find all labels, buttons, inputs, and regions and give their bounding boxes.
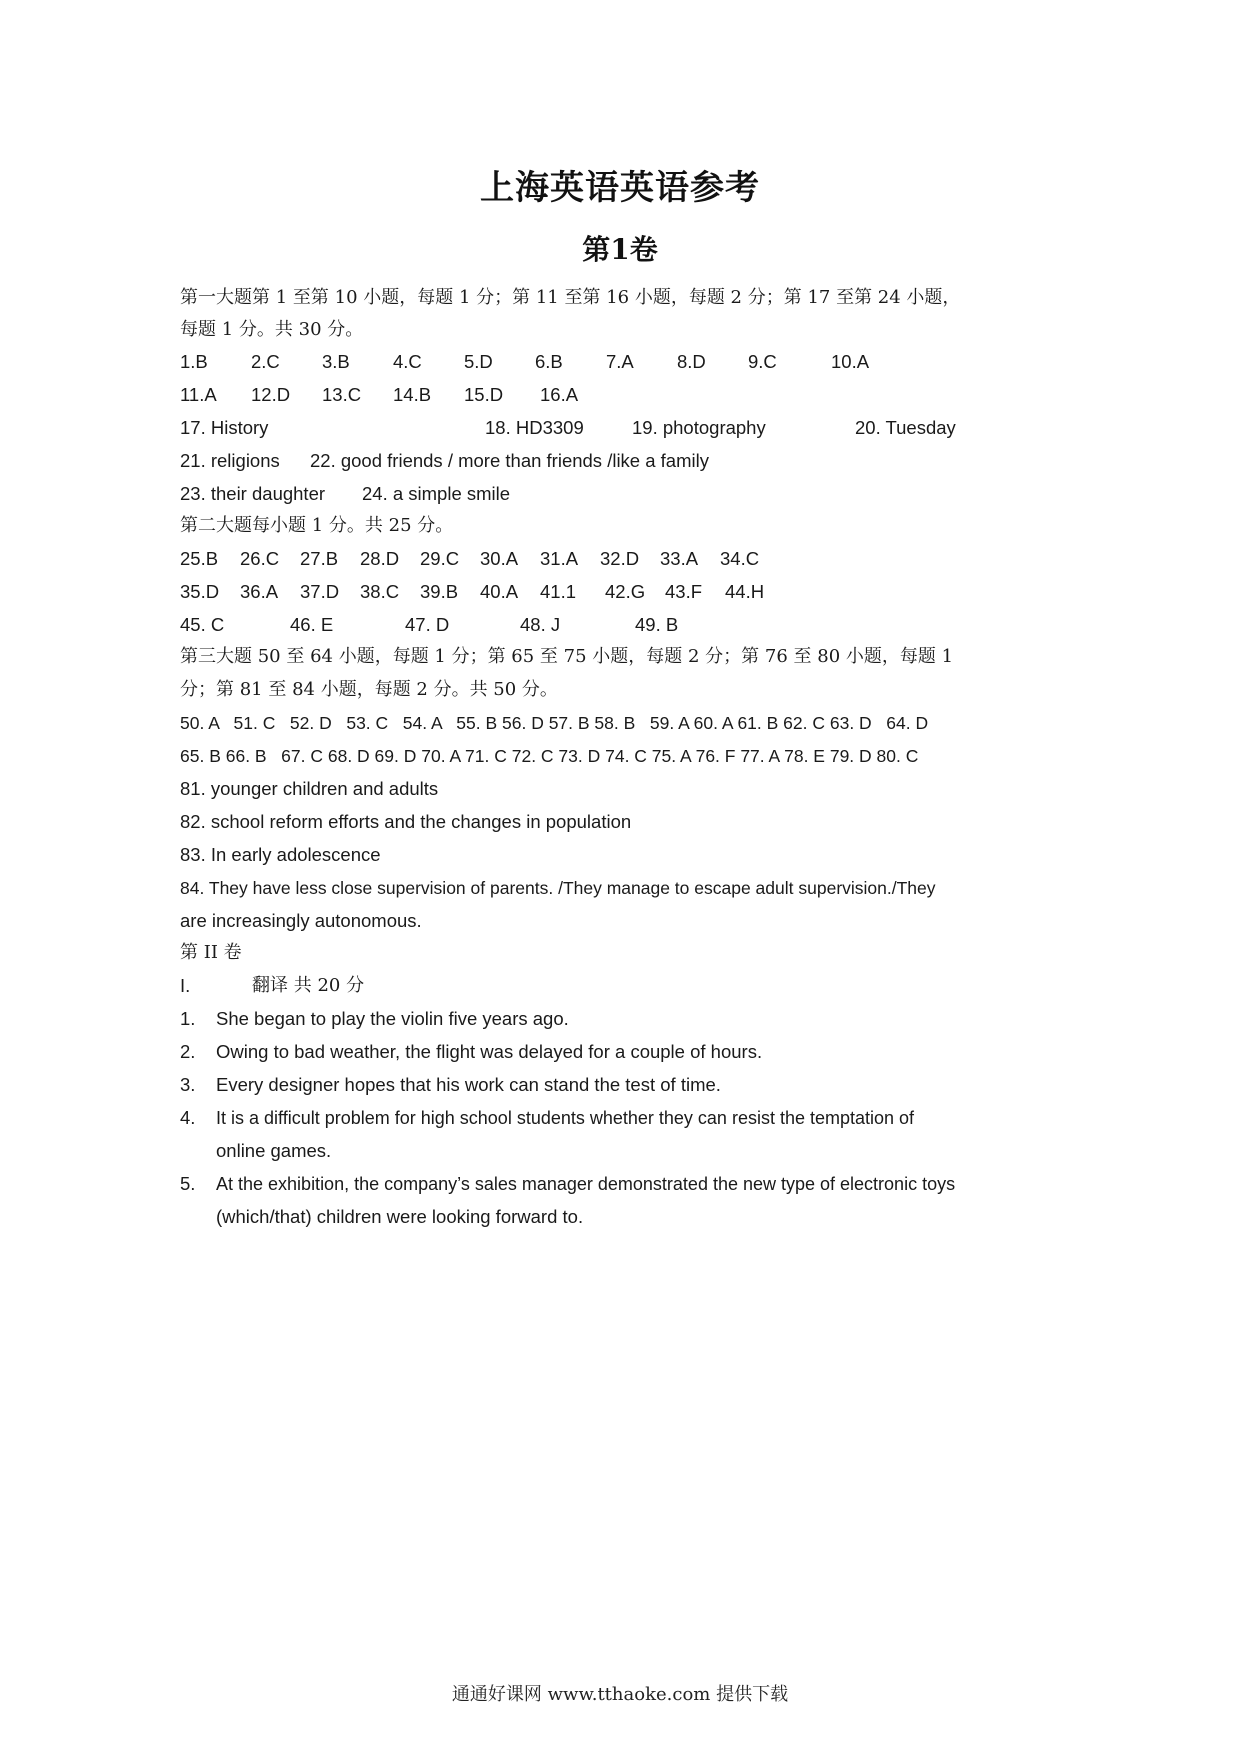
answer: 4.C [393,351,422,372]
answer: 12.D [251,384,291,405]
answer: 19. photography [632,417,766,438]
answer: 49. B [635,614,679,635]
answer: 22. good friends / more than friends /like a family [310,450,709,471]
translation-item-text: Every designer hopes that his work can stand the test of time. [216,1074,721,1095]
answer: 46. E [290,614,334,635]
answer: 42.G [605,581,646,602]
translation-item-text-cont: online games. [216,1140,332,1161]
answer: 26.C [240,548,280,569]
answer: 29.C [420,548,460,569]
section1-intro-line1: 第一大题第 1 至第 10 小题，每题 1 分；第 11 至第 16 小题，每题 2 分；第 17 至第 24 小题， [180,287,961,308]
answer: 31.A [540,548,579,569]
section1-answers-row1 [180,350,1080,374]
translation-item-text-cont: (which/that) children were looking forward to. [216,1206,584,1227]
answer: 7.A [606,351,634,372]
translation-item-number: 5. [180,1173,196,1194]
answer: 1.B [180,351,208,372]
answer: 21. religions [180,450,280,471]
answer: 3.B [322,351,350,372]
section3-intro-line1: 第三大题 50 至 64 小题，每题 1 分；第 65 至 75 小题，每题 2 分；第 76 至 80 小题，每题 1 [180,646,954,667]
answer-81: 81. younger children and adults [180,778,439,799]
answer: 5.D [464,351,493,372]
answer: 25.B [180,548,219,569]
translation-item-number: 2. [180,1041,196,1062]
section2-answers-row3 [180,613,1080,637]
answer: 18. HD3309 [485,417,584,438]
answer: 47. D [405,614,450,635]
answer-84-line1: 84. They have less close supervision of parents. /They manage to escape adult supervision./They [180,878,936,898]
translation-item-text: It is a difficult problem for high school students whether they can resist the temptation of [216,1108,915,1128]
translation-item-text: Owing to bad weather, the flight was delayed for a couple of hours. [216,1041,763,1062]
translation-item-text: At the exhibition, the company’s sales manager demonstrated the new type of electronic toys [216,1174,956,1194]
answer: 11.A [180,384,217,405]
answer-82: 82. school reform efforts and the changes in population [180,811,632,832]
section1-intro-line2: 每题 1 分。共 30 分。 [180,319,364,340]
section1-answers-row3 [180,416,1080,440]
answer: 8.D [677,351,706,372]
translation-item-number: 1. [180,1008,196,1029]
section1-answers-row5 [180,482,1080,506]
document-title: 上海英语英语参考 [480,168,760,208]
answer: 48. J [520,614,561,635]
answer: 38.C [360,581,400,602]
translation-item-text: She began to play the violin five years ago. [216,1008,569,1029]
answer: 43.F [665,581,703,602]
section2-answers-row1 [180,547,1080,571]
section2-intro: 第二大题每小题 1 分。共 25 分。 [180,515,454,536]
answer: 30.A [480,548,519,569]
answer: 40.A [480,581,519,602]
answer-83: 83. In early adolescence [180,844,381,865]
translation-heading-number: I. [180,975,191,996]
answer: 6.B [535,351,563,372]
translation-item-number: 4. [180,1107,196,1128]
answer: 15.D [464,384,504,405]
answer: 13.C [322,384,362,405]
answer: 45. C [180,614,225,635]
answer-84-line2: are increasingly autonomous. [180,910,422,931]
section3-intro-line2: 分；第 81 至 84 小题，每题 2 分。共 50 分。 [180,679,558,700]
answer: 23. their daughter [180,483,326,504]
answer: 37.D [300,581,340,602]
answer: 32.D [600,548,640,569]
answer: 28.D [360,548,400,569]
answer: 35.D [180,581,220,602]
section3-answers-row1: 50. A 51. C 52. D 53. C 54. A 55. B 56. D 57. B 58. B 59. A 60. A 61. B 62. C 63. D 64. D [180,713,929,733]
answer: 34.C [720,548,760,569]
answer: 39.B [420,581,459,602]
answer: 36.A [240,581,279,602]
translation-heading: 翻译 共 20 分 [252,975,365,996]
answer: 16.A [540,384,579,405]
translation-item-number: 3. [180,1074,196,1095]
answer: 17. History [180,417,269,438]
volume-1-heading: 第1卷 [582,233,658,266]
answer: 41.1 [540,581,577,602]
answer: 20. Tuesday [855,417,956,438]
section1-answers-row4 [180,449,1080,473]
footer-watermark: 通通好课网 www.tthaoke.com 提供下载 [451,1684,789,1705]
answer: 24. a simple smile [362,483,511,504]
answer: 14.B [393,384,432,405]
answer: 44.H [725,581,765,602]
section1-answers-row2 [180,383,1080,407]
answer: 10.A [831,351,870,372]
section3-answers-row2: 65. B 66. B 67. C 68. D 69. D 70. A 71. C 72. C 73. D 74. C 75. A 76. F 77. A 78. E 79. D 80. C [180,746,919,766]
volume-2-heading: 第 II 卷 [180,942,242,963]
answer: 33.A [660,548,699,569]
section2-answers-row2 [180,580,1080,604]
answer: 9.C [748,351,777,372]
answer: 27.B [300,548,339,569]
answer: 2.C [251,351,280,372]
